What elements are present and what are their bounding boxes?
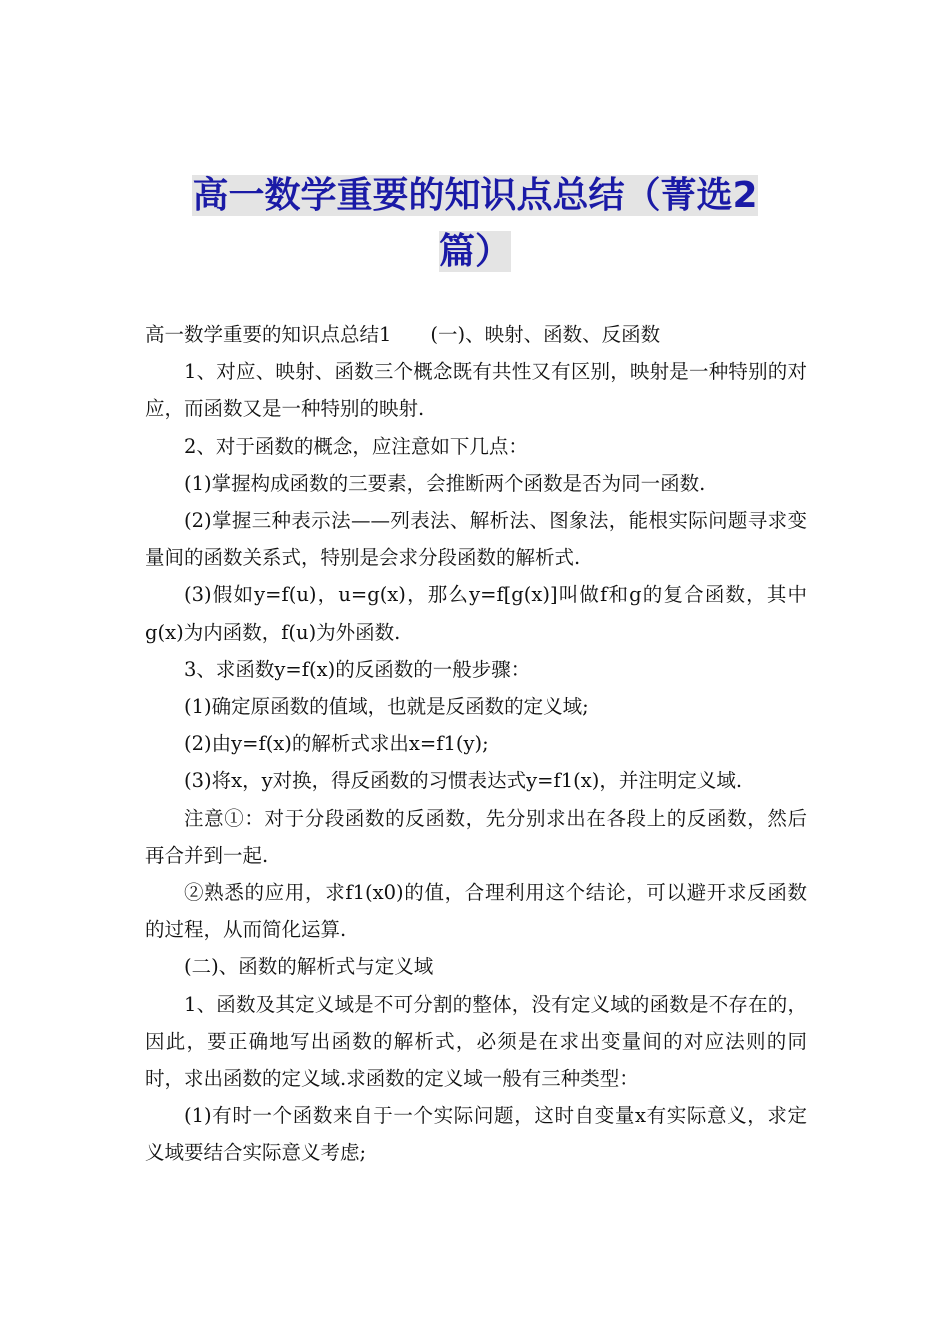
document-body: [145, 316, 807, 1172]
paragraph: ②熟悉的应用，求f1(x0)的值，合理利用这个结论，可以避开求反函数的过程，从而简化运算.: [145, 881, 807, 942]
document-title: [150, 168, 800, 280]
title-line-2: 篇）: [438, 231, 511, 272]
paragraph: (2)由y=f(x)的解析式求出x=f1(y);: [184, 732, 489, 756]
paragraph: 2、对于函数的概念，应注意如下几点：: [184, 434, 528, 458]
paragraph: (二)、函数的解析式与定义域: [184, 955, 434, 979]
paragraph: (2)掌握三种表示法——列表法、解析法、图象法，能根实际问题寻求变量间的函数关系式，特别是会求分段函数的解析式.: [145, 509, 807, 570]
paragraph-intro: 高一数学重要的知识点总结1 (一)、映射、函数、反函数: [145, 323, 661, 346]
paragraph: (1)有时一个函数来自于一个实际问题，这时自变量x有实际意义，求定义域要结合实际意义考虑;: [145, 1104, 807, 1165]
paragraph: (1)掌握构成函数的三要素，会推断两个函数是否为同一函数.: [184, 471, 706, 495]
paragraph: 注意①：对于分段函数的反函数，先分别求出在各段上的反函数，然后再合并到一起.: [145, 806, 807, 867]
paragraph: (1)确定原函数的值域，也就是反函数的定义域;: [184, 695, 589, 719]
paragraph: 1、对应、映射、函数三个概念既有共性又有区别，映射是一种特别的对应，而函数又是一种特别的映射.: [145, 360, 807, 421]
title-line-1: 高一数学重要的知识点总结（菁选2: [192, 175, 758, 216]
paragraph: 1、函数及其定义域是不可分割的整体，没有定义域的函数是不存在的，因此，要正确地写出函数的解析式，必须是在求出变量间的对应法则的同时，求出函数的定义域.求函数的定义域一般有三种类型：: [145, 992, 807, 1091]
paragraph: (3)将x，y对换，得反函数的习惯表达式y=f1(x)，并注明定义域.: [184, 769, 743, 793]
paragraph: (3)假如y=f(u)，u=g(x)，那么y=f[g(x)]叫做f和g的复合函数，其中g(x)为内函数，f(u)为外函数.: [145, 583, 807, 644]
paragraph: 3、求函数y=f(x)的反函数的一般步骤：: [184, 657, 531, 681]
